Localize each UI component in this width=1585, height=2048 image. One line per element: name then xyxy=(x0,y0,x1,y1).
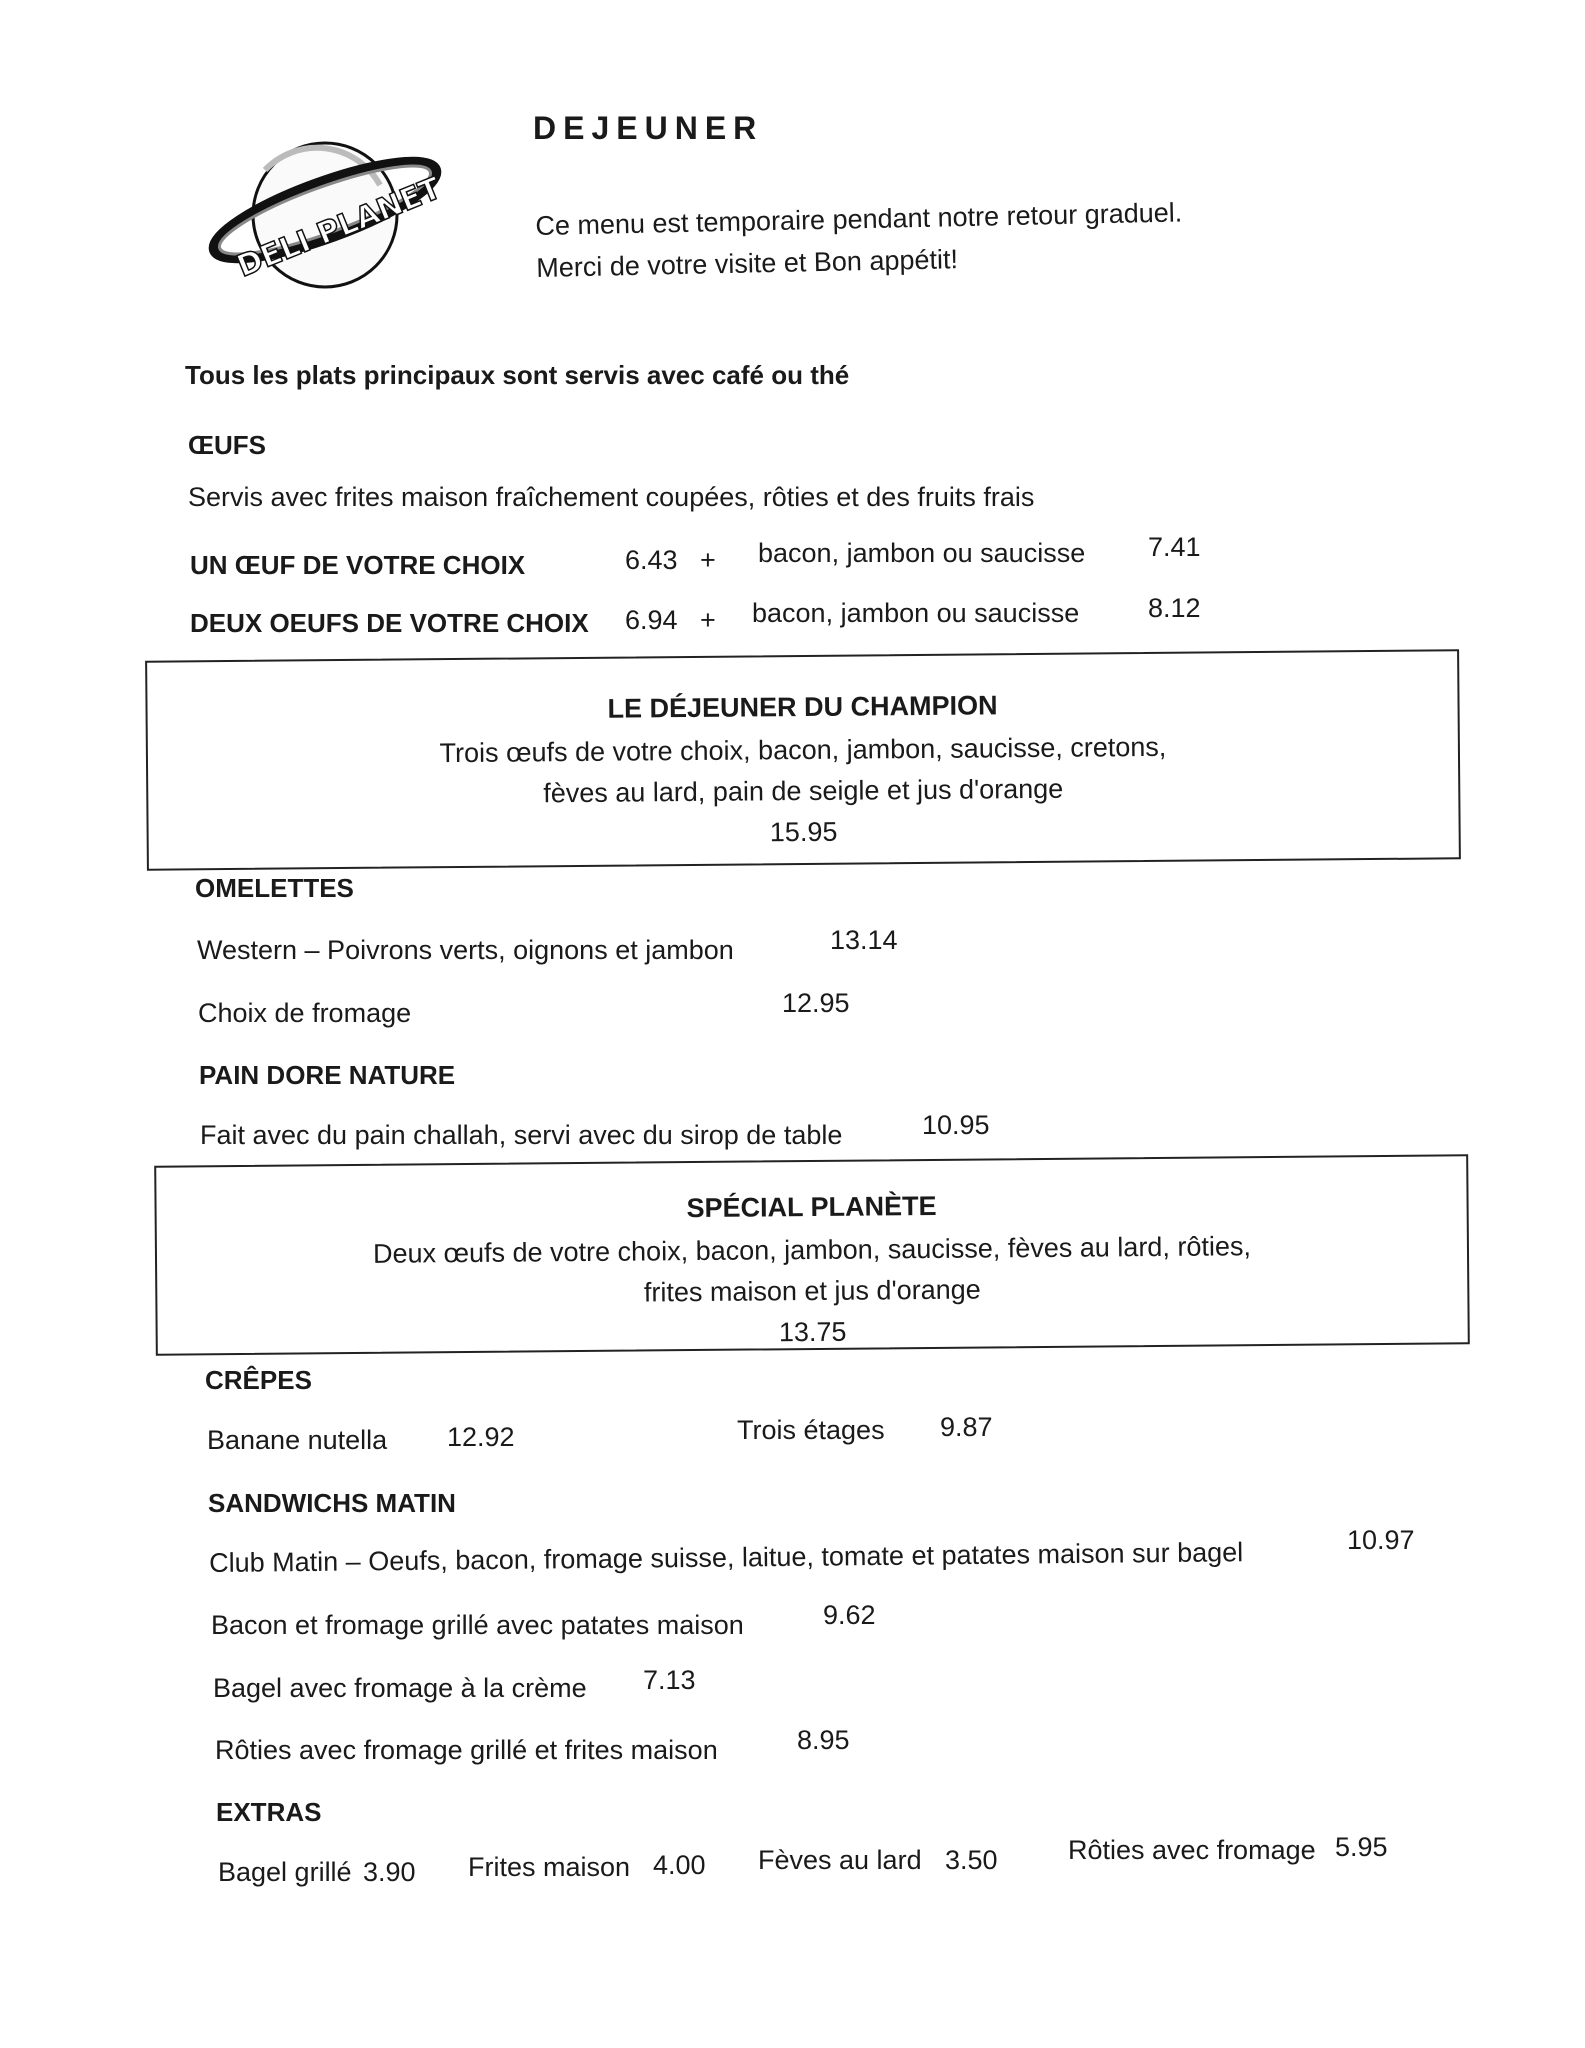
menu-item-name: UN ŒUF DE VOTRE CHOIX xyxy=(190,550,526,580)
addon-text: bacon, jambon ou saucisse xyxy=(758,538,1086,568)
logo-text: DELI PLANET xyxy=(232,170,447,285)
extra-item-price: 3.90 xyxy=(363,1857,416,1887)
section-heading-omelettes: OMELETTES xyxy=(195,873,354,903)
menu-item-price: 6.43 xyxy=(625,545,678,575)
plus-sign: + xyxy=(700,605,716,635)
special-title: SPÉCIAL PLANÈTE xyxy=(686,1190,937,1224)
champion-line-2: fèves au lard, pain de seigle et jus d'orange xyxy=(543,773,1064,809)
addon-text: bacon, jambon ou saucisse xyxy=(752,598,1080,628)
section-heading-pain-dore: PAIN DORE NATURE xyxy=(199,1060,456,1090)
menu-item-name: DEUX OEUFS DE VOTRE CHOIX xyxy=(190,608,589,638)
extra-item-name: Fèves au lard xyxy=(758,1845,922,1875)
extra-item-price: 3.50 xyxy=(945,1845,998,1875)
special-price: 13.75 xyxy=(778,1316,847,1348)
menu-item-price: 7.13 xyxy=(643,1665,696,1695)
addon-price: 7.41 xyxy=(1148,532,1201,562)
menu-item-name: Club Matin – Oeufs, bacon, fromage suisse, laitue, tomate et patates maison sur bagel xyxy=(209,1537,1244,1578)
extra-item-price: 5.95 xyxy=(1335,1832,1388,1862)
oeufs-description: Servis avec frites maison fraîchement coupées, rôties et des fruits frais xyxy=(188,482,1035,512)
menu-item-name: Fait avec du pain challah, servi avec du sirop de table xyxy=(200,1120,843,1150)
section-heading-crepes: CRÊPES xyxy=(205,1365,312,1395)
champion-title: LE DÉJEUNER DU CHAMPION xyxy=(607,690,998,724)
menu-item-price: 9.87 xyxy=(940,1412,993,1442)
menu-item-name: Choix de fromage xyxy=(198,998,412,1028)
intro-line-1: Ce menu est temporaire pendant notre retour graduel. xyxy=(535,197,1183,241)
menu-item-name: Bacon et fromage grillé avec patates maison xyxy=(211,1610,744,1640)
addon-price: 8.12 xyxy=(1148,593,1201,623)
plus-sign: + xyxy=(700,545,716,575)
menu-item-price: 9.62 xyxy=(823,1600,876,1630)
menu-item-name: Banane nutella xyxy=(207,1425,388,1455)
menu-item-name: Western – Poivrons verts, oignons et jambon xyxy=(197,935,734,965)
extra-item-name: Frites maison xyxy=(468,1852,631,1882)
page-title: DEJEUNER xyxy=(533,110,764,146)
extra-item-name: Bagel grillé xyxy=(218,1857,352,1887)
menu-item-price: 12.95 xyxy=(782,988,850,1018)
menu-item-name: Rôties avec fromage grillé et frites maison xyxy=(215,1735,718,1765)
menu-item-price: 10.95 xyxy=(922,1110,990,1140)
section-heading-sandwichs: SANDWICHS MATIN xyxy=(208,1488,456,1518)
menu-item-price: 13.14 xyxy=(830,925,898,955)
intro-text xyxy=(535,191,1184,289)
champion-line-1: Trois œufs de votre choix, bacon, jambon, saucisse, cretons, xyxy=(439,731,1167,769)
section-heading-oeufs: ŒUFS xyxy=(188,430,266,460)
menu-item-price: 6.94 xyxy=(625,605,678,635)
section-heading-extras: EXTRAS xyxy=(216,1797,322,1827)
special-planete-box xyxy=(154,1154,1470,1355)
champion-special-box xyxy=(145,649,1461,870)
special-line-2: frites maison et jus d'orange xyxy=(643,1274,981,1308)
intro-line-2: Merci de votre visite et Bon appétit! xyxy=(536,244,959,283)
menu-item-price: 10.97 xyxy=(1347,1525,1415,1555)
extra-item-name: Rôties avec fromage xyxy=(1068,1835,1316,1865)
extra-item-price: 4.00 xyxy=(653,1850,706,1880)
champion-price: 15.95 xyxy=(769,816,838,848)
served-with-note: Tous les plats principaux sont servis avec café ou thé xyxy=(185,360,850,390)
deli-planet-logo xyxy=(205,130,450,295)
menu-item-price: 8.95 xyxy=(797,1725,850,1755)
menu-item-name: Trois étages xyxy=(737,1415,885,1445)
special-line-1: Deux œufs de votre choix, bacon, jambon, saucisse, fèves au lard, rôties, xyxy=(372,1231,1252,1269)
menu-item-price: 12.92 xyxy=(447,1422,515,1452)
menu-item-name: Bagel avec fromage à la crème xyxy=(213,1673,587,1703)
